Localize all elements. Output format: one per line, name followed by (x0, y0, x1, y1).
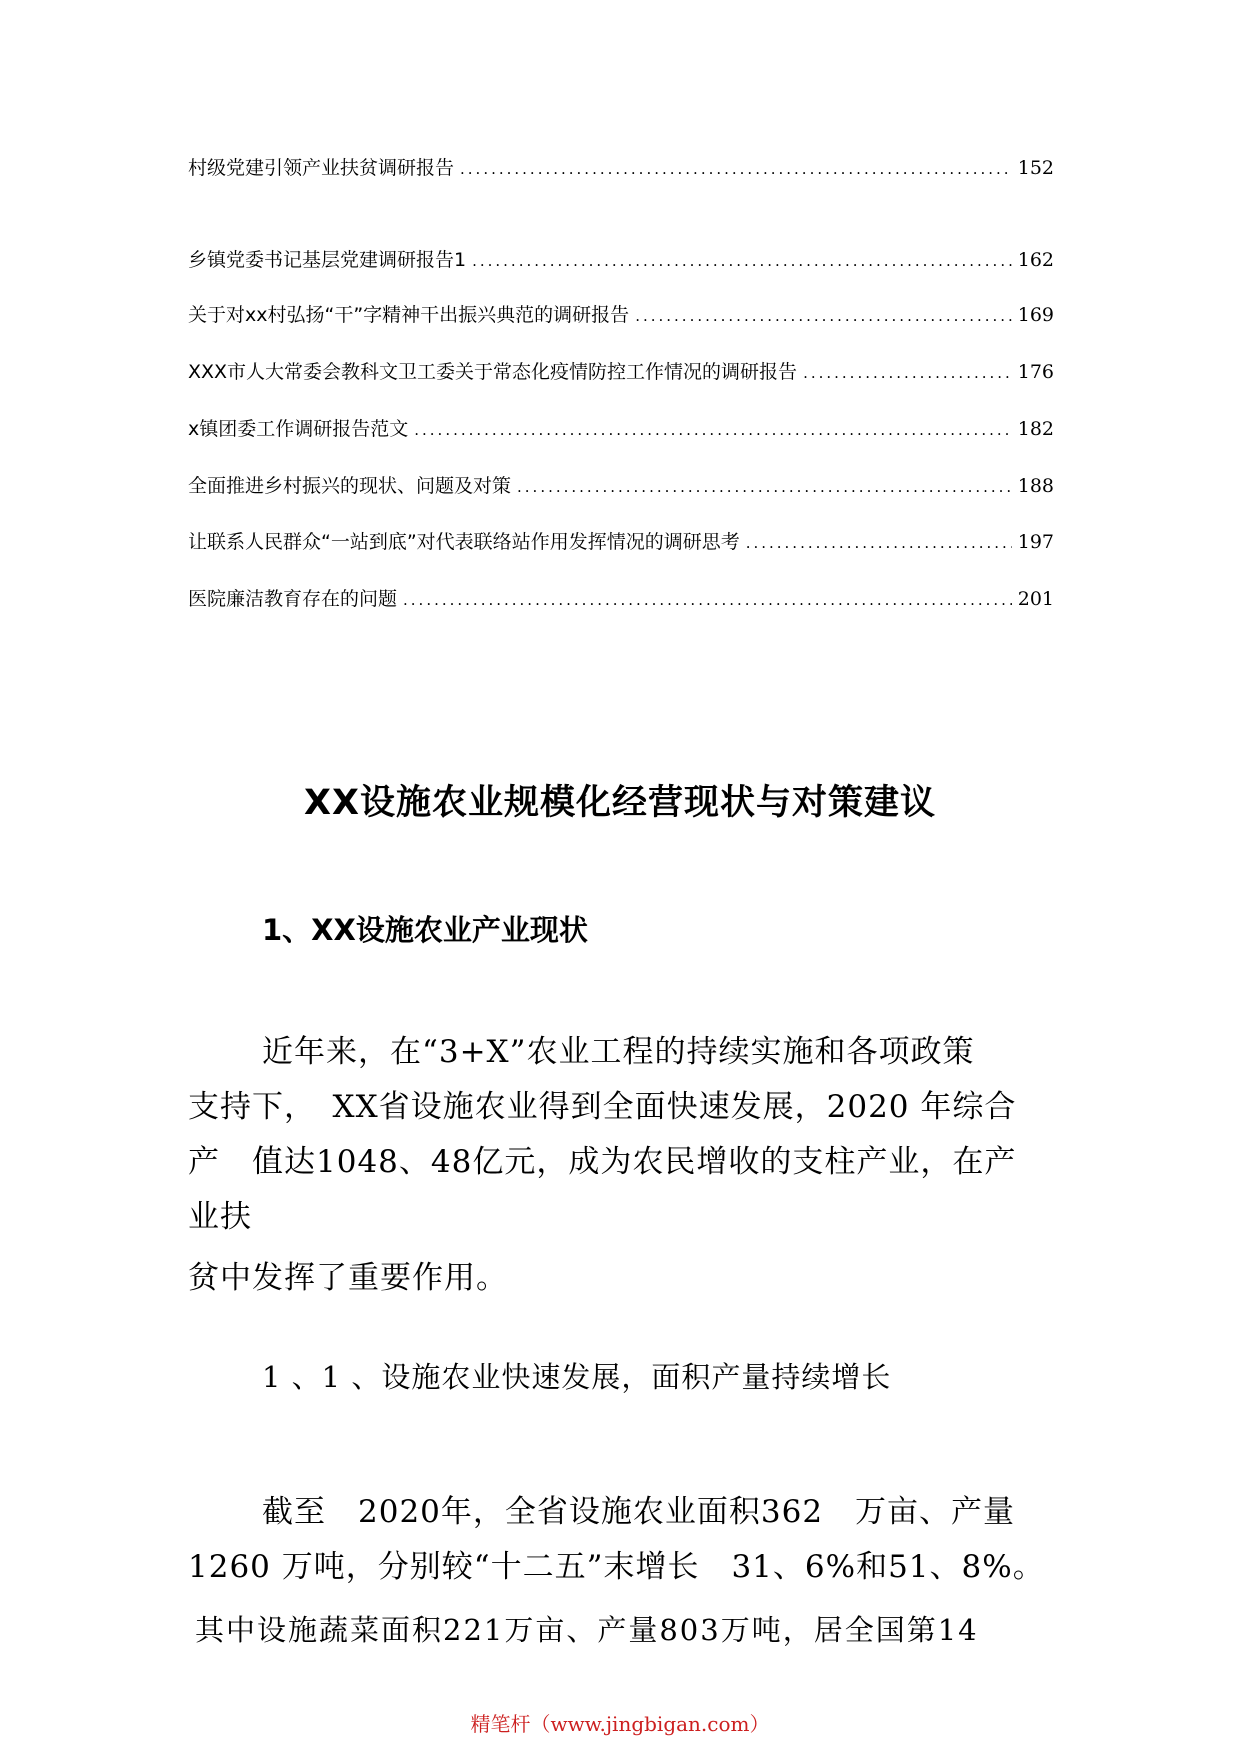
toc-entry[interactable] (188, 414, 1054, 444)
toc-entry-page: 188 (1017, 475, 1054, 497)
footer-watermark: 精笔杆（www.jingbigan.com） (470, 1712, 770, 1736)
toc-entry-page: 182 (1017, 418, 1054, 440)
toc-leader-dots (403, 585, 1012, 615)
toc-entry-title: 村级党建引领产业扶贫调研报告 (188, 157, 455, 179)
toc-entry-title: XXX市人大常委会教科文卫工委关于常态化疫情防控工作情况的调研报告 (188, 361, 798, 383)
paragraph-line: 产 值达1048、48亿元，成为农民增收的支柱产业，在产 (188, 1144, 1017, 1180)
section-heading: 1、XX设施农业产业现状 (262, 913, 588, 947)
toc-leader-dots (803, 358, 1012, 388)
toc-leader-dots (472, 246, 1012, 276)
toc-entry-page: 197 (1017, 531, 1054, 553)
toc-entry[interactable] (188, 245, 1054, 275)
subsection-heading: 1 、1 、设施农业快速发展，面积产量持续增长 (262, 1360, 892, 1394)
toc-leader-dots (414, 415, 1011, 445)
toc-entry[interactable] (188, 584, 1054, 614)
toc-entry[interactable] (188, 357, 1054, 387)
paragraph-line: 业扶 (188, 1199, 252, 1235)
toc-entry[interactable] (188, 153, 1054, 183)
toc-leader-dots (517, 472, 1012, 502)
paragraph-line: 近年来，在“3+X”农业工程的持续实施和各项政策 (262, 1034, 975, 1070)
toc-entry-title: 乡镇党委书记基层党建调研报告1 (188, 249, 467, 271)
toc-entry-page: 152 (1017, 157, 1054, 179)
toc-entry-title: 医院廉洁教育存在的问题 (188, 588, 398, 610)
toc-leader-dots (635, 301, 1012, 331)
toc-entry-title: 关于对xx村弘扬“干”字精神干出振兴典范的调研报告 (188, 304, 630, 326)
toc-entry[interactable] (188, 471, 1054, 501)
toc-entry-page: 169 (1017, 304, 1054, 326)
toc-entry[interactable] (188, 527, 1054, 557)
toc-leader-dots (746, 528, 1012, 558)
toc-entry-title: x镇团委工作调研报告范文 (188, 418, 409, 440)
toc-leader-dots (460, 154, 1012, 184)
toc-entry-title: 让联系人民群众“一站到底”对代表联络站作用发挥情况的调研思考 (188, 531, 740, 553)
toc-entry[interactable] (188, 300, 1054, 330)
toc-entry-title: 全面推进乡村振兴的现状、问题及对策 (188, 475, 512, 497)
toc-entry-page: 201 (1017, 588, 1054, 610)
paragraph-line: 支持下， XX省设施农业得到全面快速发展，2020 年综合 (188, 1089, 1017, 1125)
toc-entry-page: 162 (1017, 249, 1054, 271)
document-title: XX设施农业规模化经营现状与对策建议 (304, 783, 936, 823)
paragraph-line: 截至 2020年，全省设施农业面积362 万亩、产量 (262, 1494, 1016, 1530)
toc-entry-page: 176 (1017, 361, 1054, 383)
paragraph-line: 1260 万吨，分别较“十二五”末增长 31、6%和51、8%。 (188, 1549, 1045, 1585)
paragraph-line: 贫中发挥了重要作用。 (188, 1260, 508, 1296)
paragraph-line: 其中设施蔬菜面积221万亩、产量803万吨，居全国第14 (195, 1613, 979, 1647)
